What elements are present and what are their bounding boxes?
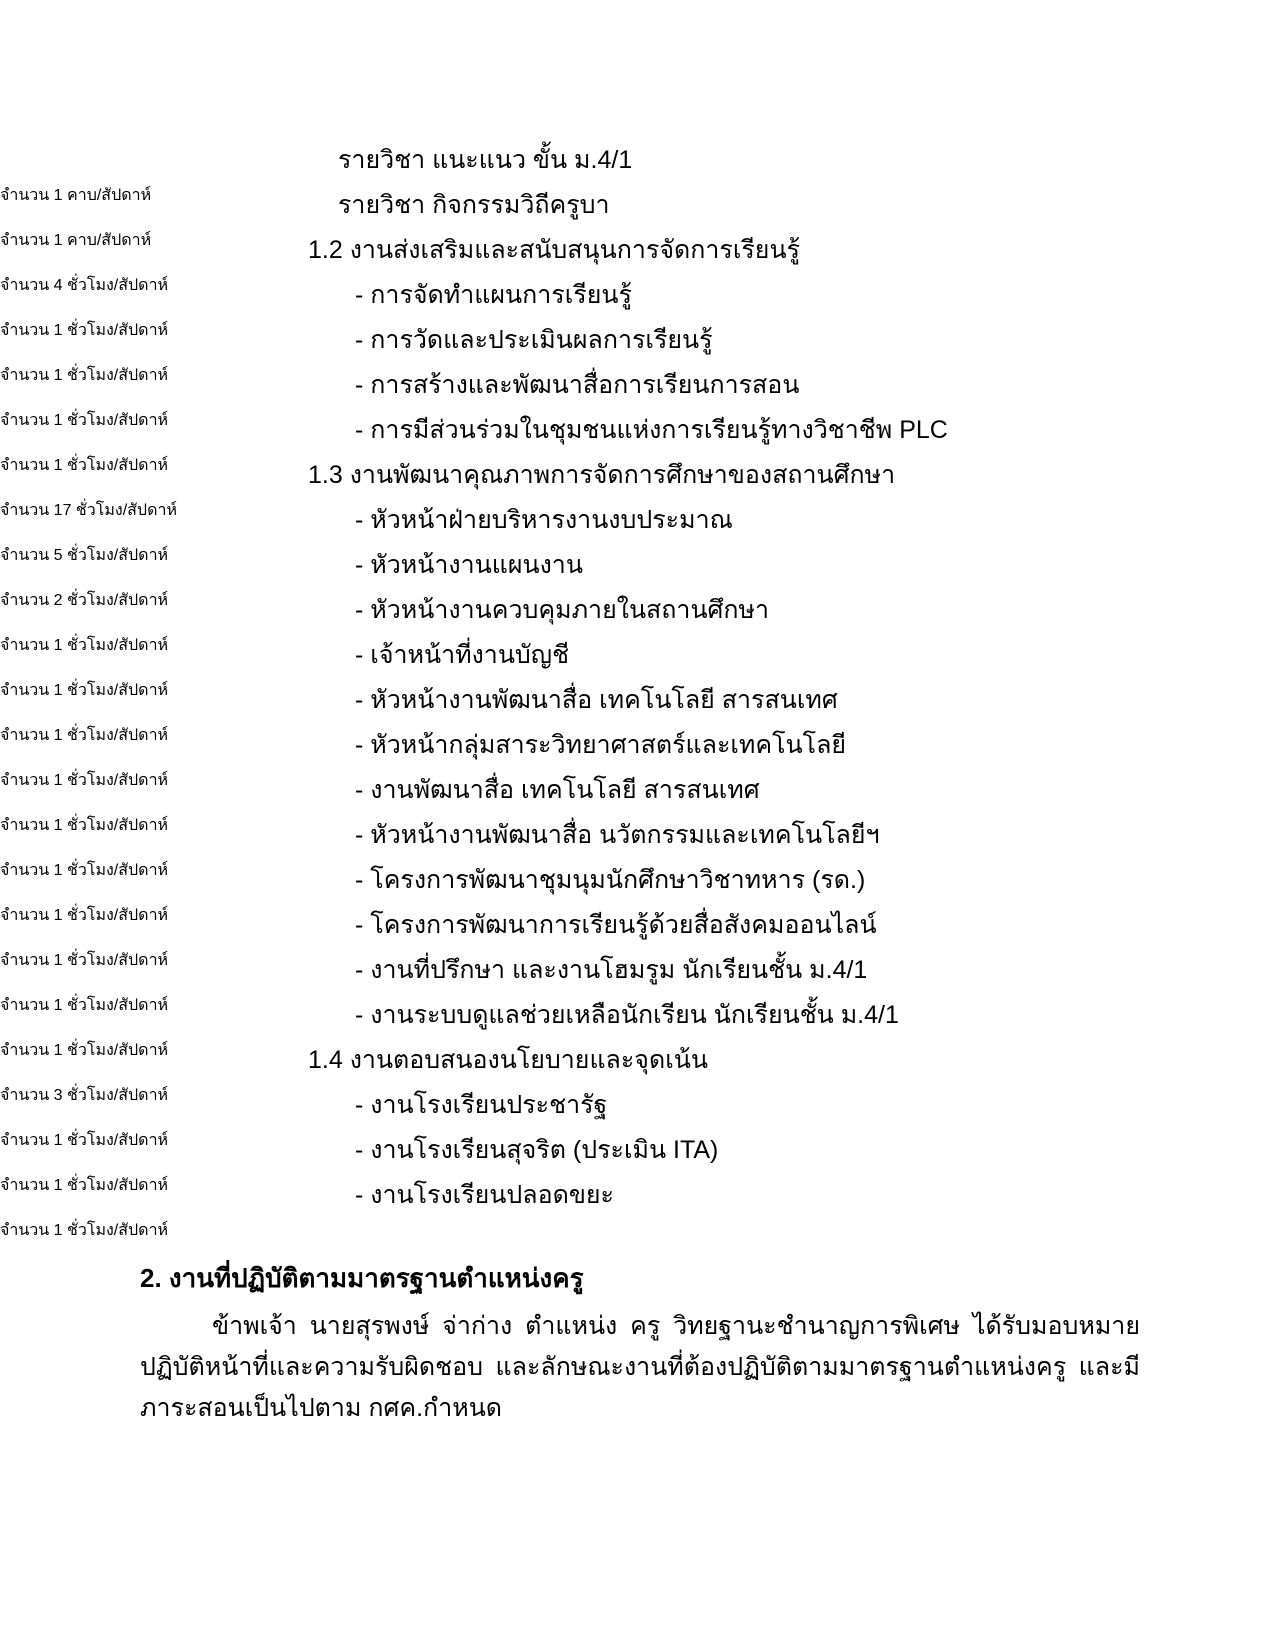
workload-row [0,228,1275,294]
workload-row-line [0,183,1275,228]
workload-row [0,498,1275,564]
workload-item-label: รายวิชา แนะแนว ขั้น ม.4/1 [338,146,633,174]
workload-item-label: - งานระบบดูแลช่วยเหลือนักเรียน นักเรียนชั้น ม.4/1 [355,1001,899,1029]
section-2 [0,1258,1275,1429]
workload-row [0,633,1275,699]
workload-item-amount: จำนวน 1 ชั่วโมง/สัปดาห์ [0,682,169,699]
workload-item-label: - การมีส่วนร่วมในชุมชนแห่งการเรียนรู้ทางวิชาชีพ PLC [355,416,948,444]
workload-item-amount: จำนวน 1 ชั่วโมง/สัปดาห์ [0,637,169,654]
workload-item-amount: จำนวน 2 ชั่วโมง/สัปดาห์ [0,592,169,609]
workload-row-line [0,1173,1275,1218]
workload-row [0,768,1275,834]
workload-item-label: 1.4 งานตอบสนองนโยบายและจุดเน้น [308,1046,708,1074]
workload-item-amount: จำนวน 1 ชั่วโมง/สัปดาห์ [0,862,169,879]
workload-item-amount: จำนวน 1 คาบ/สัปดาห์ [0,187,152,204]
workload-item-amount: จำนวน 1 ชั่วโมง/สัปดาห์ [0,1042,169,1059]
workload-row-line [0,273,1275,318]
workload-item-amount: จำนวน 1 ชั่วโมง/สัปดาห์ [0,1132,169,1149]
workload-item-amount: จำนวน 4 ชั่วโมง/สัปดาห์ [0,277,169,294]
workload-item-label: - หัวหน้ากลุ่มสาระวิทยาศาสตร์และเทคโนโลยี [355,731,847,759]
workload-row-line [0,138,1275,183]
workload-row [0,813,1275,879]
workload-row-line [0,408,1275,453]
paragraph-text: ข้าพเจ้า นายสุรพงษ์ จ่าก่าง ตำแหน่ง ครู วิทยฐานะชำนาญการพิเศษ ได้รับมอบหมายปฏิบัติหน้าที่และความรับผิดชอบ และลักษณะงานที่ต้องปฏิบัติตามมาตรฐานตำแหน่งครู และมีภาระสอนเป็นไปตาม กศค.กำหนด [140,1312,1140,1422]
workload-item-label: รายวิชา กิจกรรมวิถีครูบา [338,191,610,219]
workload-row [0,138,1275,204]
workload-row [0,408,1275,474]
workload-row-line [0,813,1275,858]
workload-row [0,453,1275,519]
workload-item-label: 1.2 งานส่งเสริมและสนับสนุนการจัดการเรียนรู้ [308,236,800,264]
workload-item-amount: จำนวน 1 ชั่วโมง/สัปดาห์ [0,457,169,474]
workload-item-label: - งานโรงเรียนประชารัฐ [355,1091,608,1119]
workload-row [0,588,1275,654]
workload-item-label: - หัวหน้างานพัฒนาสื่อ นวัตกรรมและเทคโนโลยีฯ [355,821,880,849]
workload-row-line [0,228,1275,273]
workload-row-line [0,498,1275,543]
workload-item-label: - หัวหน้างานควบคุมภายในสถานศึกษา [355,596,770,624]
workload-item-label: - หัวหน้าฝ่ายบริหารงานงบประมาณ [355,506,733,534]
workload-item-amount: จำนวน 1 ชั่วโมง/สัปดาห์ [0,907,169,924]
workload-list [0,138,1275,1239]
workload-row [0,1128,1275,1194]
workload-row-line [0,588,1275,633]
workload-item-amount: จำนวน 1 ชั่วโมง/สัปดาห์ [0,1177,169,1194]
workload-item-label: - โครงการพัฒนาการเรียนรู้ด้วยสื่อสังคมออนไลน์ [355,911,877,939]
workload-row-line [0,318,1275,363]
workload-row [0,273,1275,339]
workload-item-amount: จำนวน 1 ชั่วโมง/สัปดาห์ [0,727,169,744]
workload-row [0,993,1275,1059]
workload-item-label: - หัวหน้างานแผนงาน [355,551,583,579]
workload-item-label: - โครงการพัฒนาชุมนุมนักศึกษาวิชาทหาร (รด.) [355,866,866,894]
workload-row-line [0,678,1275,723]
workload-row-line [0,543,1275,588]
workload-item-label: - เจ้าหน้าที่งานบัญชี [355,641,570,669]
workload-item-amount: จำนวน 1 ชั่วโมง/สัปดาห์ [0,367,169,384]
workload-row [0,1083,1275,1149]
workload-row [0,1173,1275,1239]
workload-row-line [0,903,1275,948]
workload-item-amount: จำนวน 1 ชั่วโมง/สัปดาห์ [0,772,169,789]
workload-row [0,903,1275,969]
section-2-heading: 2. งานที่ปฏิบัติตามมาตรฐานตำแหน่งครู [140,1263,584,1293]
workload-row [0,318,1275,384]
workload-item-label: - งานพัฒนาสื่อ เทคโนโลยี สารสนเทศ [355,776,760,804]
workload-item-amount: จำนวน 3 ชั่วโมง/สัปดาห์ [0,1087,169,1104]
workload-item-label: - การวัดและประเมินผลการเรียนรู้ [355,326,713,354]
workload-row-line [0,1128,1275,1173]
workload-item-amount: จำนวน 17 ชั่วโมง/สัปดาห์ [0,502,177,519]
workload-item-label: - การสร้างและพัฒนาสื่อการเรียนการสอน [355,371,800,399]
workload-row [0,183,1275,249]
workload-row [0,543,1275,609]
workload-item-amount: จำนวน 1 ชั่วโมง/สัปดาห์ [0,817,169,834]
workload-row-line [0,858,1275,903]
workload-row-line [0,993,1275,1038]
workload-item-amount: จำนวน 5 ชั่วโมง/สัปดาห์ [0,547,169,564]
workload-row-line [0,1083,1275,1128]
workload-item-amount: จำนวน 1 ชั่วโมง/สัปดาห์ [0,322,169,339]
workload-item-amount: จำนวน 1 ชั่วโมง/สัปดาห์ [0,1222,169,1239]
workload-row-line [0,363,1275,408]
workload-item-label: - หัวหน้างานพัฒนาสื่อ เทคโนโลยี สารสนเทศ [355,686,838,714]
workload-item-amount: จำนวน 1 คาบ/สัปดาห์ [0,232,152,249]
workload-row-line [0,1038,1275,1083]
workload-row [0,678,1275,744]
workload-item-label: - การจัดทำแผนการเรียนรู้ [355,281,632,309]
workload-row [0,948,1275,1014]
workload-row-line [0,768,1275,813]
workload-item-amount: จำนวน 1 ชั่วโมง/สัปดาห์ [0,997,169,1014]
workload-item-amount: จำนวน 1 ชั่วโมง/สัปดาห์ [0,412,169,429]
section-2-paragraph [140,1306,1140,1429]
workload-row [0,1038,1275,1104]
workload-row-line [0,453,1275,498]
workload-item-label: - งานที่ปรึกษา และงานโฮมรูม นักเรียนชั้น ม.4/1 [355,956,868,984]
workload-item-amount: จำนวน 1 ชั่วโมง/สัปดาห์ [0,952,169,969]
workload-row [0,363,1275,429]
workload-item-label: - งานโรงเรียนสุจริต (ประเมิน ITA) [355,1136,719,1164]
workload-row [0,723,1275,789]
workload-row-line [0,948,1275,993]
workload-row-line [0,723,1275,768]
workload-item-label: - งานโรงเรียนปลอดขยะ [355,1181,614,1209]
workload-row-line [0,633,1275,678]
workload-item-label: 1.3 งานพัฒนาคุณภาพการจัดการศึกษาของสถานศึกษา [308,461,896,489]
workload-row [0,858,1275,924]
